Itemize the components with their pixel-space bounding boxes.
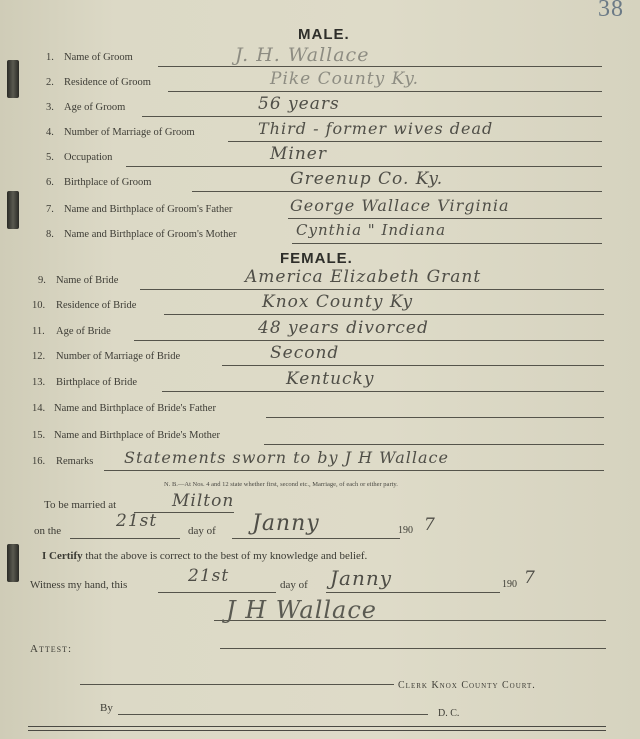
page-number: 38 bbox=[598, 0, 624, 22]
day-of-label: day of bbox=[188, 525, 216, 537]
groom-birthplace-value: Greenup Co. Ky. bbox=[290, 169, 444, 189]
bride-marriage-number-value: Second bbox=[270, 343, 340, 363]
row-number: 7. bbox=[46, 204, 54, 215]
row-label: Residence of Groom bbox=[64, 77, 151, 88]
row-label: Birthplace of Groom bbox=[64, 177, 152, 188]
fill-line bbox=[126, 166, 602, 167]
signature-line-2 bbox=[220, 648, 606, 649]
row-number: 1. bbox=[46, 52, 54, 63]
fill-line bbox=[142, 116, 602, 117]
row-label: Number of Marriage of Groom bbox=[64, 127, 195, 138]
male-heading: MALE. bbox=[298, 26, 350, 43]
row-label: Name and Birthplace of Bride's Mother bbox=[54, 430, 221, 441]
row-number: 11. bbox=[32, 326, 45, 337]
row-number: 4. bbox=[46, 127, 54, 138]
fill-line bbox=[232, 538, 400, 539]
fill-line bbox=[222, 365, 604, 366]
bride-age-value: 48 years divorced bbox=[258, 318, 429, 338]
row-label: Name of Bride bbox=[56, 275, 119, 286]
fill-line bbox=[164, 314, 604, 315]
fill-line bbox=[326, 592, 500, 593]
fill-line bbox=[70, 538, 180, 539]
dc-label: D. C. bbox=[438, 708, 460, 719]
groom-father-value: George Wallace Virginia bbox=[290, 196, 510, 215]
witness-month-value: Janny bbox=[330, 566, 393, 590]
fill-line bbox=[266, 417, 604, 418]
married-at-label: To be married at bbox=[44, 499, 117, 511]
certify-bold: I Certify bbox=[42, 550, 83, 562]
bride-name-value: America Elizabeth Grant bbox=[245, 267, 482, 287]
married-at-value: Milton bbox=[172, 491, 235, 511]
fill-line bbox=[292, 243, 602, 244]
row-label: Name and Birthplace of Groom's Mother bbox=[64, 229, 237, 240]
bottom-rule-2 bbox=[28, 730, 606, 731]
year-prefix: 190 bbox=[398, 525, 413, 536]
row-number: 3. bbox=[46, 102, 54, 113]
female-row-16 bbox=[0, 448, 640, 480]
groom-occupation-value: Miner bbox=[270, 144, 327, 164]
witness-year-prefix: 190 bbox=[502, 579, 517, 590]
witness-day-of-label: day of bbox=[280, 579, 308, 591]
marriage-date-row bbox=[0, 511, 640, 547]
row-label: Number of Marriage of Bride bbox=[56, 351, 181, 362]
fill-line bbox=[228, 141, 602, 142]
attest-label: Attest: bbox=[30, 643, 72, 655]
fill-line bbox=[140, 289, 604, 290]
row-label: Name of Groom bbox=[64, 52, 133, 63]
fill-line bbox=[192, 191, 602, 192]
female-row-14 bbox=[0, 403, 640, 427]
witness-day-value: 21st bbox=[188, 566, 230, 586]
row-number: 12. bbox=[32, 351, 46, 362]
bottom-rule-1 bbox=[28, 726, 606, 727]
row-label: Name and Birthplace of Bride's Father bbox=[54, 403, 216, 414]
row-label: Remarks bbox=[56, 456, 94, 467]
bride-birthplace-value: Kentucky bbox=[286, 369, 375, 389]
row-label: Name and Birthplace of Groom's Father bbox=[64, 204, 233, 215]
row-number: 6. bbox=[46, 177, 54, 188]
fill-line bbox=[134, 340, 604, 341]
row-number: 9. bbox=[38, 275, 46, 286]
remarks-value: Statements sworn to by J H Wallace bbox=[124, 448, 449, 467]
married-at-row bbox=[0, 491, 640, 519]
by-label: By bbox=[100, 702, 113, 714]
row-number: 10. bbox=[32, 300, 46, 311]
row-number: 16. bbox=[32, 456, 46, 467]
marriage-day-value: 21st bbox=[116, 511, 158, 531]
row-number: 13. bbox=[32, 377, 46, 388]
groom-residence-value: Pike County Ky. bbox=[270, 69, 419, 89]
row-label: Age of Groom bbox=[64, 102, 126, 113]
witness-label: Witness my hand, this bbox=[30, 579, 128, 591]
row-label: Residence of Bride bbox=[56, 300, 137, 311]
female-heading: FEMALE. bbox=[280, 250, 353, 267]
marriage-month-value: Janny bbox=[252, 511, 320, 536]
clerk-label: Clerk Knox County Court. bbox=[398, 680, 536, 691]
groom-signature: J H Wallace bbox=[226, 596, 378, 624]
bride-residence-value: Knox County Ky bbox=[262, 292, 414, 312]
fill-line bbox=[162, 391, 604, 392]
row-number: 8. bbox=[46, 229, 54, 240]
certify-text: that the above is correct to the best of my knowledge and belief. bbox=[82, 550, 368, 562]
witness-year-value: 7 bbox=[524, 568, 536, 588]
row-label: Birthplace of Bride bbox=[56, 377, 138, 388]
certify-statement bbox=[42, 550, 367, 562]
row-number: 2. bbox=[46, 77, 54, 88]
on-the-label: on the bbox=[34, 525, 62, 537]
row-number: 5. bbox=[46, 152, 54, 163]
marriage-year-value: 7 bbox=[424, 515, 436, 535]
fill-line bbox=[104, 470, 604, 471]
row-number: 14. bbox=[32, 403, 46, 414]
fill-line bbox=[158, 592, 276, 593]
row-label: Occupation bbox=[64, 152, 113, 163]
clerk-line bbox=[80, 684, 394, 685]
row-number: 15. bbox=[32, 430, 46, 441]
fill-line bbox=[264, 444, 604, 445]
female-row-13 bbox=[0, 369, 640, 401]
fill-line bbox=[168, 91, 602, 92]
groom-age-value: 56 years bbox=[258, 94, 340, 114]
fill-line bbox=[288, 218, 602, 219]
footnote: N. B.—At Nos. 4 and 12 state whether first, second etc., Marriage, of each or either party. bbox=[164, 481, 398, 488]
row-label: Age of Bride bbox=[56, 326, 111, 337]
fill-line bbox=[158, 66, 602, 67]
deputy-line bbox=[118, 714, 428, 715]
groom-mother-value: Cynthia " Indiana bbox=[296, 221, 447, 239]
groom-name-value: J. H. Wallace bbox=[235, 44, 370, 66]
groom-marriage-number-value: Third - former wives dead bbox=[258, 119, 494, 138]
